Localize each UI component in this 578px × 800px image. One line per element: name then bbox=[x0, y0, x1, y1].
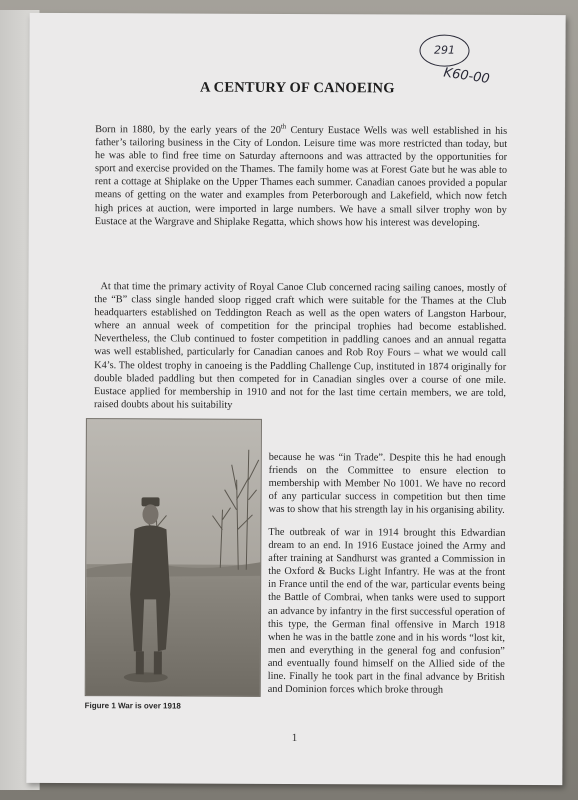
figure-caption: Figure 1 War is over 1918 bbox=[84, 701, 181, 711]
handwritten-code: K60-00 bbox=[442, 65, 491, 87]
paragraph-1-rest: Century Eustace Wells was well established in his father’s tailoring business in the City of London. Leisure time was more restricted than today, but he was able to find free time on Saturday afternoons and was attracted by the opportunities for sport and exercise provided on the Thames. The family home was at Forest Gate but he was able to rent a cottage at Shiplake on the Upper Thames each summer. Canadian canoes provided a popular means of getting on the water and examples from Peterborough and Lakefield, which now fetch high prices at auction, were imported in large numbers. We have a small silver trophy won by Eustace at the Wargrave and Shiplake Regatta, which shows how his interest was developing. bbox=[94, 124, 508, 229]
paragraph-1 bbox=[95, 123, 507, 230]
paragraph-3: because he was “in Trade”. Despite this he had enough friends on the Committee to ensure election to membership with Member No 1001. We have no record of any particular success in competition but then time was to show that his strength lay in his organising ability. bbox=[268, 451, 506, 517]
paragraph-2: At that time the primary activity of Royal Canoe Club concerned racing sailing canoes, mostly of the “B” class single handed sloop rigged craft which were suitable for the Thames at the Club headquarters established on Teddington Reach as well as the open waters of Langston Harbour, where an annual week of competition for the principal trophies had become established. Nevertheless, the Club continued to foster competition in paddling canoes and an annual regatta was well established, particularly for Canadian canoes and Rob Roy Fours – what we would call K4’s. The oldest trophy in canoeing is the Paddling Challenge Cup, instituted in 1874 originally for double bladed paddling but then competed for in Canadian singles over a course of one mile. Eustace applied for membership in 1910 and not for the last time certain members, we are told, raised doubts about his suitability bbox=[93, 281, 507, 411]
historic-photo-soldier bbox=[85, 418, 262, 697]
paragraph-1-start: Born in 1880, by the early years of the 20 bbox=[95, 124, 281, 136]
document-page bbox=[26, 13, 565, 785]
article-title: A CENTURY OF CANOEING bbox=[199, 79, 395, 97]
handwritten-circled-number: 291 bbox=[419, 35, 469, 67]
paragraph-4: The outbreak of war in 1914 brought this Edwardian dream to an end. In 1916 Eustace joined the Army and after training at Sandhurst was granted a Commission in the Oxford & Bucks Light Infantry. He was at the front in France until the end of the war, particular events being the Battle of Combrai, when tanks were used to support an advance by infantry in the first successful operation of this type, the German final offensive in March 1918 when he was in the battle zone and in his words “lost kit, men and everything in the general fog and confusion” and eventually found himself on the Allied side of the line. Finally he took part in the final advance by British and Dominion forces which broke through bbox=[267, 526, 506, 696]
ordinal-suffix: th bbox=[280, 122, 287, 131]
page-number: 1 bbox=[291, 731, 298, 745]
